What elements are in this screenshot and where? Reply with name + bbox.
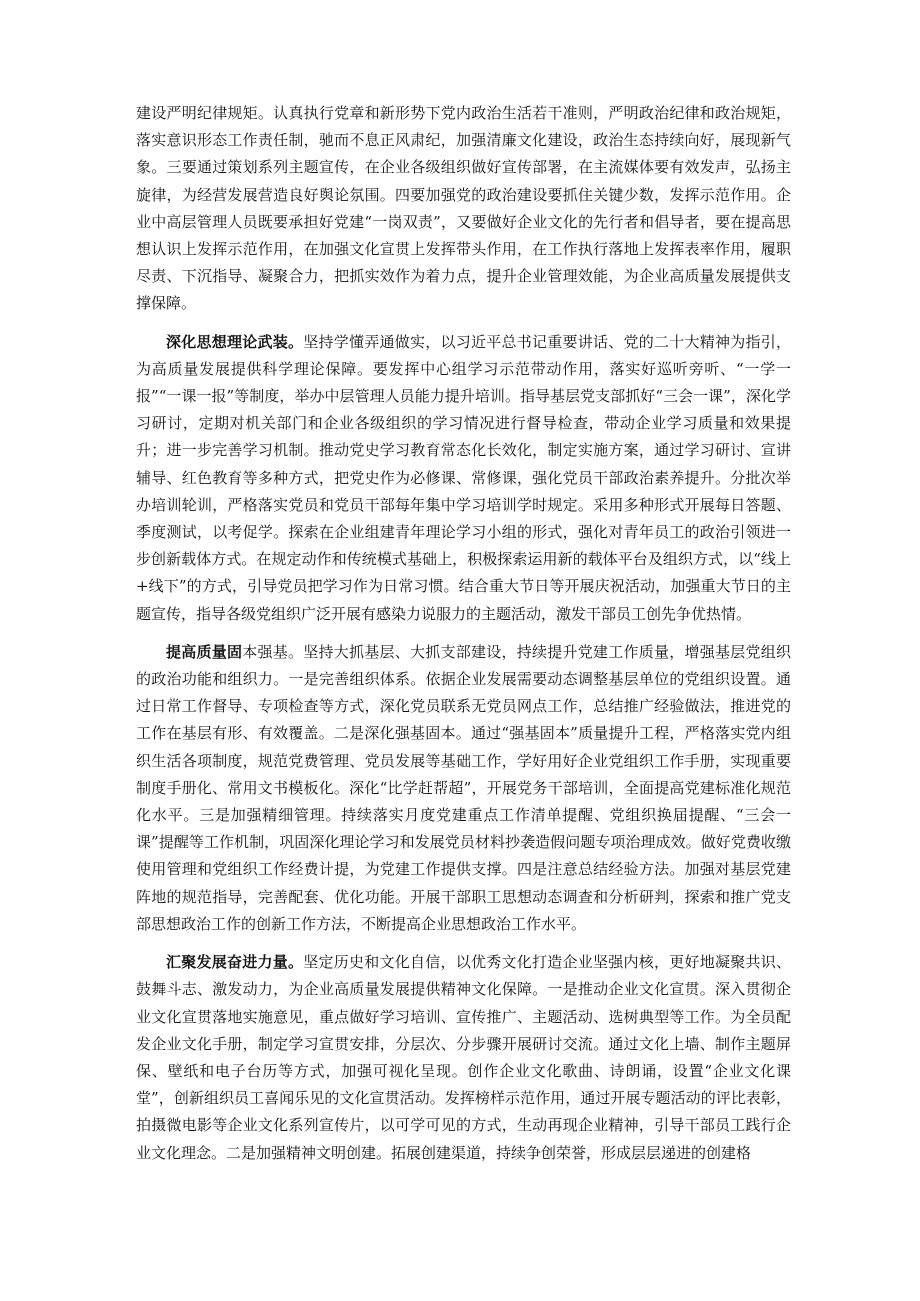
paragraph-text: 建设严明纪律规矩。认真执行党章和新形势下党内政治生活若干准则，严明政治纪律和政治规矩，落实意识形态工作责任制，驰而不息正风肃纪，加强清廉文化建设，政治生态持续向好，展现新气象。三要通过策划系列主题宣传，在企业各级组织做好宣传部署，在主流媒体要有效发声，弘扬主旋律，为经营发展营造良好舆论氛围。四要加强党的政治建设要抓住关键少数，发挥示范作用。企业中高层管理人员既要承担好党建“一岗双责”，又要做好企业文化的先行者和倡导者，要在提高思想认识上发挥示范作用，在加强文化宣贯上发挥带头作用，在工作执行落地上发挥表率作用，履职尽责、下沉指导、凝聚合力，把抓实效作为着力点，提升企业管理效能，为企业高质量发展提供支撑保障。	[136, 104, 791, 313]
paragraph-quality	[136, 639, 791, 938]
paragraph-culture	[136, 949, 791, 1167]
paragraph-lead: 深化思想理论武装。	[166, 332, 304, 351]
paragraph-text: 坚持学懂弄通做实，以习近平总书记重要讲话、党的二十大精神为指引，为高质量发展提供科学理论保障。要发挥中心组学习示范带动作用，落实好巡听旁听、“一学一报”“一课一报”等制度，举办中层管理人员能力提升培训。指导基层党支部抓好“三会一课”，深化学习研讨，定期对机关部门和企业各级组织的学习情况进行督导检查，带动企业学习质量和效果提升；进一步完善学习机制。推动党史学习教育常态化长效化，制定实施方案，通过学习研讨、宣讲辅导、红色教育等多种方式，把党史作为必修课、常修课，强化党员干部政治素养提升。分批次举办培训轮训，严格落实党员和党员干部每年集中学习培训学时规定。采用多种形式开展每日答题、季度测试，以考促学。探索在企业组建青年理论学习小组的形式，强化对青年员工的政治引领进一步创新载体方式。在规定动作和传统模式基础上，积极探索运用新的载体平台及组织方式，以“线上+线下”的方式，引导党员把学习作为日常习惯。结合重大节日等开展庆祝活动，加强重大节日的主题宣传，指导各级党组织广泛开展有感染力说服力的主题活动，激发干部员工创先争优热情。	[136, 332, 791, 623]
paragraph-theory	[136, 329, 791, 628]
paragraph-text: 坚定历史和文化自信，以优秀文化打造企业坚强内核，更好地凝聚共识、鼓舞斗志、激发动力，为企业高质量发展提供精神文化保障。一是推动企业文化宣贯。深入贯彻企业文化宣贯落地实施意见，重点做好学习培训、宣传推广、主题活动、选树典型等工作。为全员配发企业文化手册，制定学习宣贯安排，分层次、分步骤开展研讨交流。通过文化上墙、制作主题屏保、壁纸和电子台历等方式，加强可视化呈现。创作企业文化歌曲、诗朗诵，设置“企业文化课堂”，创新组织员工喜闻乐见的文化宣贯活动。发挥榜样示范作用，通过开展专题活动的评比表彰，拍摄微电影等企业文化系列宣传片，以可学可见的方式，生动再现企业精神，引导干部员工践行企业文化理念。二是加强精神文明创建。拓展创建渠道，持续争创荣誉，形成层层递进的创建格	[136, 953, 791, 1162]
paragraph-discipline	[136, 100, 791, 318]
paragraph-text: 本强基。坚持大抓基层、大抓支部建设，持续提升党建工作质量，增强基层党组织的政治功能和组织力。一是完善组织体系。依据企业发展需要动态调整基层单位的党组织设置。通过日常工作督导、专项检查等方式，深化党员联系无党员网点工作，总结推广经验做法，推进党的工作在基层有形、有效覆盖。二是深化强基固本。通过“强基固本”质量提升工程，严格落实党内组织生活各项制度，规范党费管理、党员发展等基础工作，学好用好企业党组织工作手册，实现重要制度手册化、常用文书模板化。深化“比学赶帮超”，开展党务干部培训，全面提高党建标准化规范化水平。三是加强精细管理。持续落实月度党建重点工作清单提醒、党组织换届提醒、“三会一课”提醒等工作机制，巩固深化理论学习和发展党员材料抄袭造假问题专项治理成效。做好党费收缴使用管理和党组织工作经费计提，为党建工作提供支撑。四是注意总结经验方法。加强对基层党建阵地的规范指导，完善配套、优化功能。开展干部职工思想动态调查和分析研判，探索和推广党支部思想政治工作的创新工作方法，不断提高企业思想政治工作水平。	[136, 642, 791, 933]
paragraph-lead: 提高质量固	[166, 642, 243, 661]
paragraph-lead: 汇聚发展奋进力量。	[166, 953, 304, 972]
document-body	[136, 100, 791, 1178]
